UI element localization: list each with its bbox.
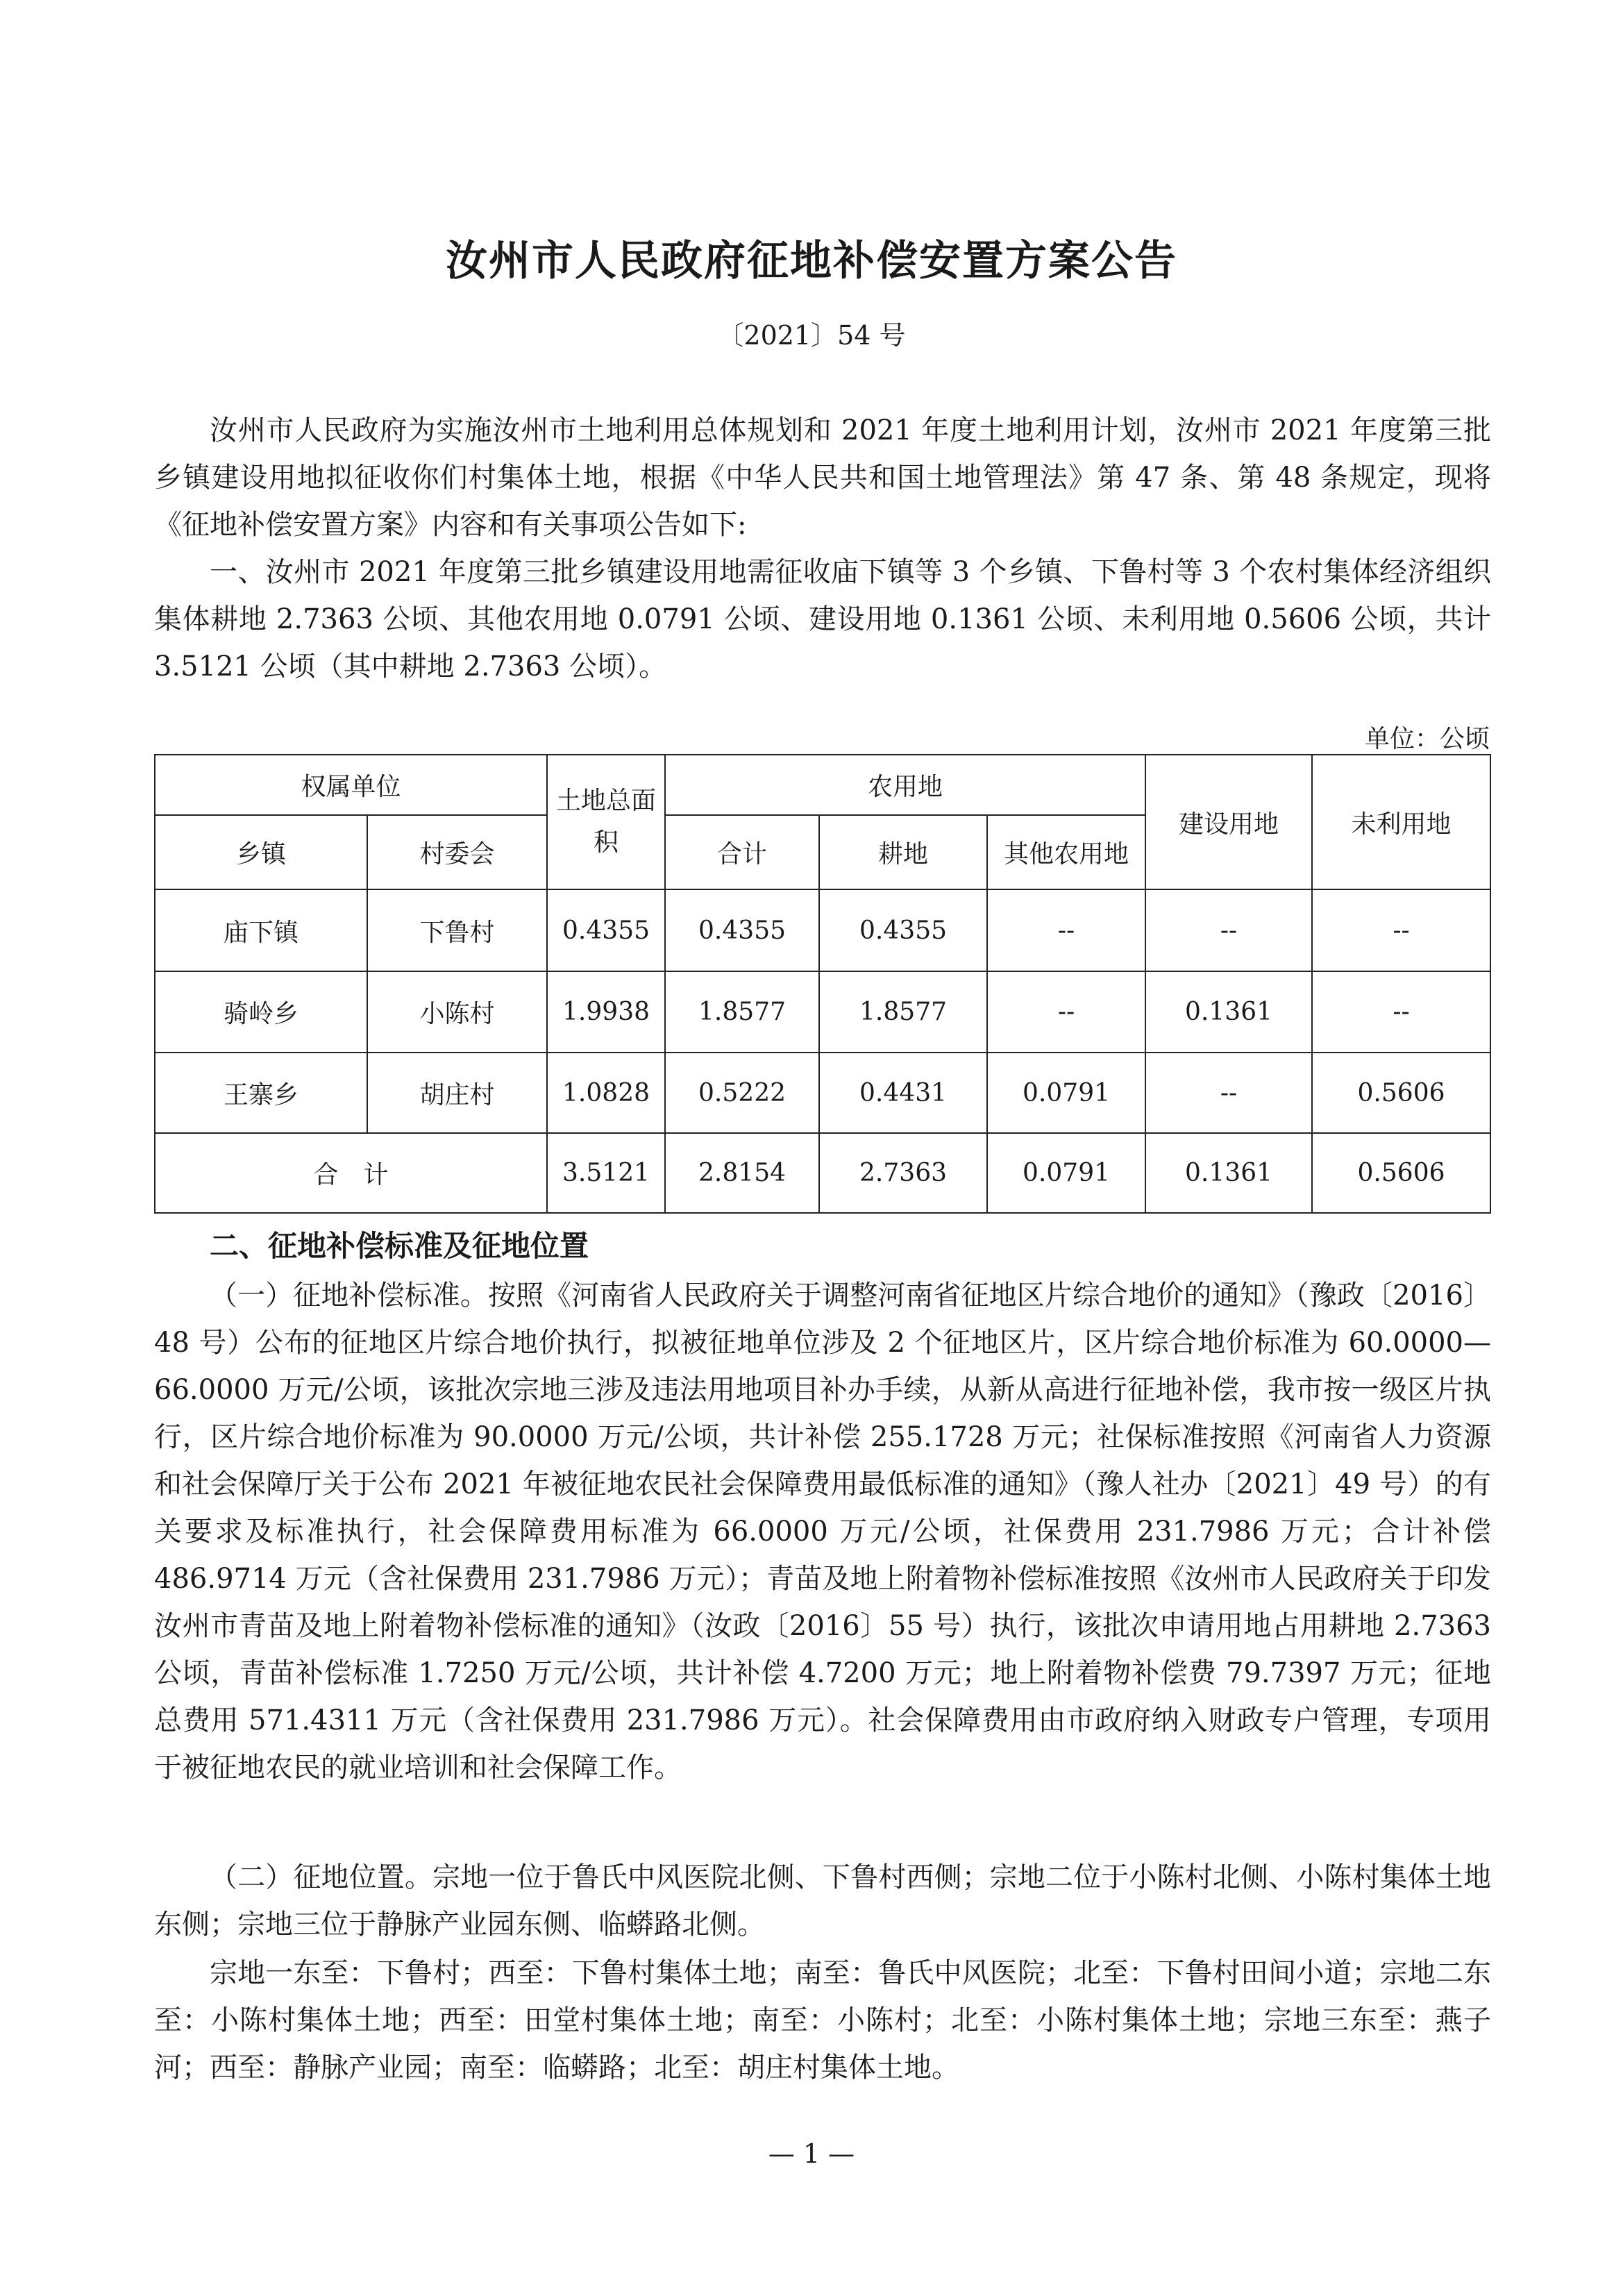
cell-unused: 0.5606 xyxy=(1312,1133,1490,1213)
boundaries-paragraph: 宗地一东至：下鲁村；西至：下鲁村集体土地；南至：鲁氏中风医院；北至：下鲁村田间小道；宗地二东至：小陈村集体土地；西至：田堂村集体土地；南至：小陈村；北至：小陈村集体土地；宗地三东至：燕子河；西至：静脉产业园；南至：临蟒路；北至：胡庄村集体土地。 xyxy=(154,1957,1491,2084)
cell-unused: -- xyxy=(1312,889,1490,971)
cell-sum: 2.8154 xyxy=(665,1133,819,1213)
cell-town: 骑岭乡 xyxy=(155,971,367,1053)
cell-farm: 2.7363 xyxy=(819,1133,987,1213)
document-title: 汝州市人民政府征地补偿安置方案公告 xyxy=(446,237,1177,285)
land-table xyxy=(154,754,1491,1214)
cell-town: 王寨乡 xyxy=(155,1053,367,1133)
cell-other: 0.0791 xyxy=(987,1133,1145,1213)
cell-other: 0.0791 xyxy=(987,1053,1145,1133)
cell-other: -- xyxy=(987,971,1145,1053)
cell-farm: 0.4355 xyxy=(819,889,987,971)
intro-paragraph: 汝州市人民政府为实施汝州市土地利用总体规划和 2021 年度土地利用计划，汝州市 2021 年度第三批乡镇建设用地拟征收你们村集体土地，根据《中华人民共和国土地管理法》第 47 条、第 48 条规定，现将《征地补偿安置方案》内容和有关事项公告如下: xyxy=(154,414,1491,541)
cell-village: 胡庄村 xyxy=(367,1053,547,1133)
cell-total: 3.5121 xyxy=(547,1133,665,1213)
header-construct: 建设用地 xyxy=(1145,755,1312,889)
section2-1-paragraph: （一）征地补偿标准。按照《河南省人民政府关于调整河南省征地区片综合地价的通知》（豫政〔2016〕48 号）公布的征地区片综合地价执行，拟被征地单位涉及 2 个征地区片，区片综合地价标准为 60.0000—66.0000 万元/公顷，该批次宗地三涉及违法用地项目补办手续，从新从高进行征地补偿，我市按一级区片执行，区片综合地价标准为 90.0000 万元/公顷，共计补偿 255.1728 万元；社保标准按照《河南省人力资源和社会保障厅关于公布 2021 年被征地农民社会保障费用最低标准的通知》（豫人社办〔2021〕49 号）的有关要求及标准执行，社会保障费用标准为 66.0000 万元/公顷，社保费用 231.7986 万元；合计补偿 486.9714 万元（含社保费用 231.7986 万元）；青苗及地上附着物补偿标准按照《汝州市人民政府关于印发汝州市青苗及地上附着物补偿标准的通知》（汝政〔2016〕55 号）执行，该批次申请用地占用耕地 2.7363 公顷，青苗补偿标准 1.7250 万元/公顷，共计补偿 4.7200 万元；地上附着物补偿费 79.7397 万元；征地总费用 571.4311 万元（含社保费用 231.7986 万元）。社会保障费用由市政府纳入财政专户管理，专项用于被征地农民的就业培训和社会保障工作。 xyxy=(154,1280,1491,1784)
cell-total-label: 合 计 xyxy=(155,1133,547,1213)
header-village: 村委会 xyxy=(367,815,547,889)
cell-sum: 0.4355 xyxy=(665,889,819,971)
cell-town: 庙下镇 xyxy=(155,889,367,971)
unit-label: 单位：公顷 xyxy=(1364,725,1490,753)
cell-construct: -- xyxy=(1145,1053,1312,1133)
document-number: 〔2021〕54 号 xyxy=(717,320,906,351)
cell-village: 下鲁村 xyxy=(367,889,547,971)
table-total-row xyxy=(155,1133,1490,1213)
cell-unused: 0.5606 xyxy=(1312,1053,1490,1133)
header-total-area: 土地总面积 xyxy=(547,755,665,889)
cell-unused: -- xyxy=(1312,971,1490,1053)
section1-paragraph: 一、汝州市 2021 年度第三批乡镇建设用地需征收庙下镇等 3 个乡镇、下鲁村等 3 个农村集体经济组织集体耕地 2.7363 公顷、其他农用地 0.0791 公顷、建设用地 0.1361 公顷、未利用地 0.5606 公顷，共计 3.5121 公顷（其中耕地 2.7363 公顷）。 xyxy=(154,556,1491,682)
header-agri: 农用地 xyxy=(665,755,1145,815)
table-row xyxy=(155,1053,1490,1133)
header-sum: 合计 xyxy=(665,815,819,889)
cell-sum: 0.5222 xyxy=(665,1053,819,1133)
page-number: — 1 — xyxy=(768,2138,855,2169)
header-owner: 权属单位 xyxy=(155,755,547,815)
cell-total: 0.4355 xyxy=(547,889,665,971)
cell-total: 1.9938 xyxy=(547,971,665,1053)
header-other-agri: 其他农用地 xyxy=(987,815,1145,889)
section2-heading: 二、征地补偿标准及征地位置 xyxy=(210,1229,589,1263)
cell-other: -- xyxy=(987,889,1145,971)
section2-2-paragraph: （二）征地位置。宗地一位于鲁氏中风医院北侧、下鲁村西侧；宗地二位于小陈村北侧、小陈村集体土地东侧；宗地三位于静脉产业园东侧、临蟒路北侧。 xyxy=(154,1861,1491,1941)
table-row xyxy=(155,889,1490,971)
cell-sum: 1.8577 xyxy=(665,971,819,1053)
cell-total: 1.0828 xyxy=(547,1053,665,1133)
table-header-row xyxy=(155,755,1490,815)
cell-construct: 0.1361 xyxy=(1145,1133,1312,1213)
table-row xyxy=(155,971,1490,1053)
header-unused: 未利用地 xyxy=(1312,755,1490,889)
cell-construct: 0.1361 xyxy=(1145,971,1312,1053)
cell-farm: 0.4431 xyxy=(819,1053,987,1133)
cell-village: 小陈村 xyxy=(367,971,547,1053)
header-farm: 耕地 xyxy=(819,815,987,889)
cell-farm: 1.8577 xyxy=(819,971,987,1053)
header-town: 乡镇 xyxy=(155,815,367,889)
cell-construct: -- xyxy=(1145,889,1312,971)
